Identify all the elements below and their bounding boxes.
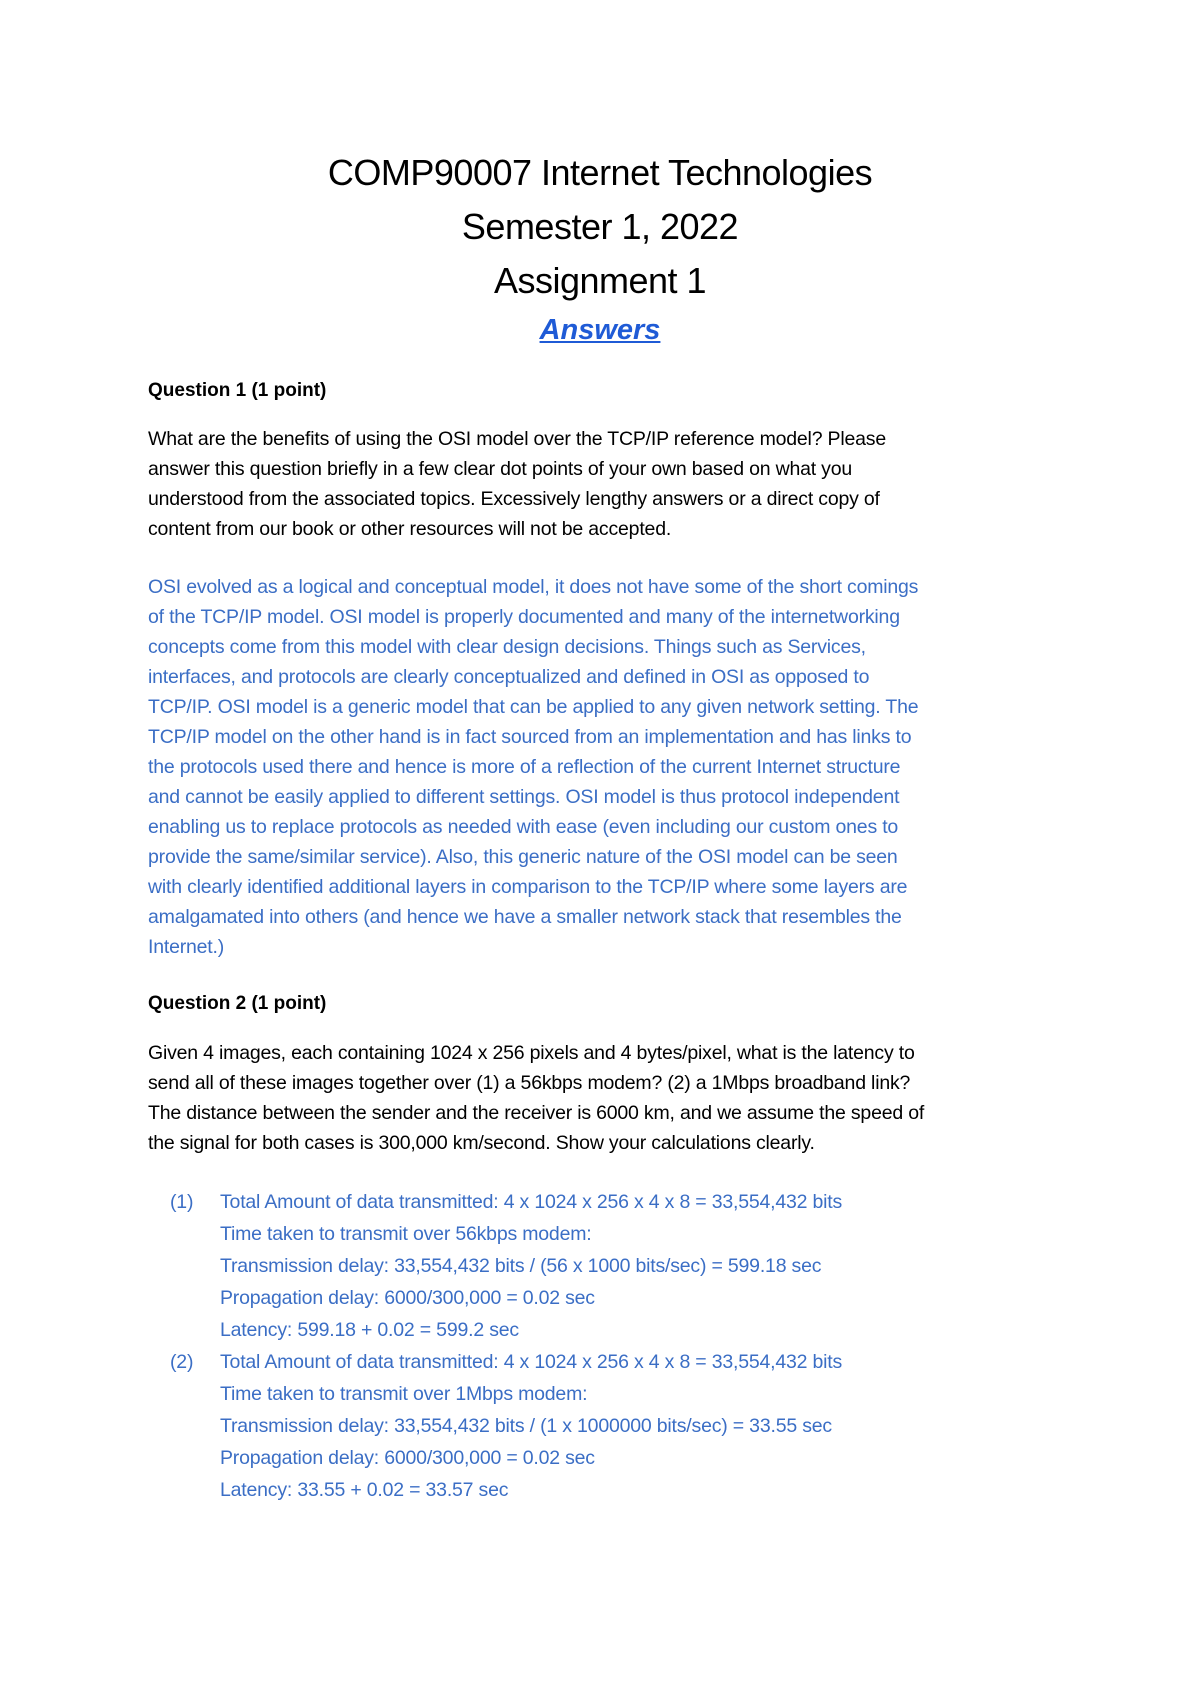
assignment-title: Assignment 1 xyxy=(493,260,707,301)
question-1-answer xyxy=(148,572,1068,962)
prompt-line: send all of these images together over (1) a 56kbps modem? (2) a 1Mbps broadband link? xyxy=(148,1072,911,1094)
calc-line: Latency: 599.18 + 0.02 = 599.2 sec xyxy=(220,1319,519,1341)
question-2-heading: Question 2 (1 point) xyxy=(148,993,327,1014)
answer-number: (2) xyxy=(170,1351,194,1373)
answer-line: with clearly identified additional layers in comparison to the TCP/IP where some layers are xyxy=(148,876,908,898)
answer-line: enabling us to replace protocols as needed with ease (even including our custom ones to xyxy=(148,816,899,838)
calc-line: Time taken to transmit over 56kbps modem: xyxy=(220,1223,592,1245)
calc-line: Transmission delay: 33,554,432 bits / (56 x 1000 bits/sec) = 599.18 sec xyxy=(220,1255,822,1277)
semester-title: Semester 1, 2022 xyxy=(461,206,739,247)
prompt-line: What are the benefits of using the OSI model over the TCP/IP reference model? Please xyxy=(148,428,886,450)
answer-part-1 xyxy=(170,1186,1070,1346)
prompt-line: Given 4 images, each containing 1024 x 256 pixels and 4 bytes/pixel, what is the latency to xyxy=(148,1042,915,1064)
prompt-line: understood from the associated topics. Excessively lengthy answers or a direct copy of xyxy=(148,488,880,510)
answer-line: concepts come from this model with clear design decisions. Things such as Services, xyxy=(148,636,866,658)
answer-line: amalgamated into others (and hence we have a smaller network stack that resembles the xyxy=(148,906,902,928)
calc-line: Time taken to transmit over 1Mbps modem: xyxy=(220,1383,588,1405)
answer-line: OSI evolved as a logical and conceptual model, it does not have some of the short comings xyxy=(148,576,919,598)
answer-line: TCP/IP. OSI model is a generic model that can be applied to any given network setting. The xyxy=(148,696,919,718)
calc-line: Latency: 33.55 + 0.02 = 33.57 sec xyxy=(220,1479,509,1501)
answer-line: and cannot be easily applied to different settings. OSI model is thus protocol independent xyxy=(148,786,900,808)
question-2-prompt xyxy=(148,1038,1068,1158)
calc-line: Propagation delay: 6000/300,000 = 0.02 sec xyxy=(220,1287,595,1309)
calc-line: Total Amount of data transmitted: 4 x 1024 x 256 x 4 x 8 = 33,554,432 bits xyxy=(220,1351,843,1373)
question-2-answers xyxy=(170,1186,1070,1506)
answer-line: the protocols used there and hence is more of a reflection of the current Internet structure xyxy=(148,756,901,778)
answer-line: Internet.) xyxy=(148,936,225,958)
question-1-heading: Question 1 (1 point) xyxy=(148,380,327,401)
prompt-line: content from our book or other resources will not be accepted. xyxy=(148,518,672,540)
calc-line: Propagation delay: 6000/300,000 = 0.02 sec xyxy=(220,1447,595,1469)
answer-line: TCP/IP model on the other hand is in fact sourced from an implementation and has links to xyxy=(148,726,912,748)
prompt-line: answer this question briefly in a few clear dot points of your own based on what you xyxy=(148,458,853,480)
answer-line: provide the same/similar service). Also, this generic nature of the OSI model can be seen xyxy=(148,846,898,868)
answer-part-2 xyxy=(170,1346,1070,1506)
answer-line: of the TCP/IP model. OSI model is properly documented and many of the internetworking xyxy=(148,606,900,628)
prompt-line: the signal for both cases is 300,000 km/second. Show your calculations clearly. xyxy=(148,1132,815,1154)
answer-number: (1) xyxy=(170,1191,194,1213)
calc-line: Total Amount of data transmitted: 4 x 1024 x 256 x 4 x 8 = 33,554,432 bits xyxy=(220,1191,843,1213)
answers-heading: Answers xyxy=(539,314,661,346)
prompt-line: The distance between the sender and the receiver is 6000 km, and we assume the speed of xyxy=(148,1102,925,1124)
answer-line: interfaces, and protocols are clearly conceptualized and defined in OSI as opposed to xyxy=(148,666,870,688)
calc-line: Transmission delay: 33,554,432 bits / (1 x 1000000 bits/sec) = 33.55 sec xyxy=(220,1415,832,1437)
course-title: COMP90007 Internet Technologies xyxy=(327,152,873,193)
question-1-prompt xyxy=(148,424,1068,544)
